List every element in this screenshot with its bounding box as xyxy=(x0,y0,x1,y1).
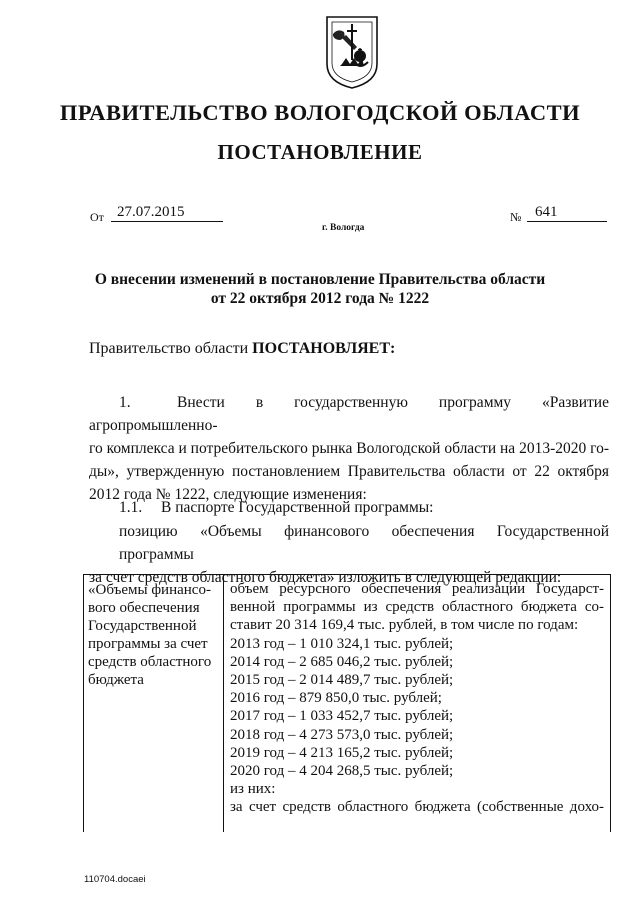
position-line-1: позицию «Объемы финансового обеспечения Государственной программы xyxy=(119,523,609,563)
footer-filename: 110704.docaei xyxy=(84,874,146,885)
left-cell-line: Государственной xyxy=(88,618,197,634)
right-intro-line: объем ресурсного обеспечения реализации Государст- xyxy=(230,581,604,597)
paragraph-1-line-3: ды», утвержденную постановлением Правительства области от 22 октября xyxy=(89,463,609,480)
paragraph-1-line-2: го комплекса и потребительского рынка Вологодской области на 2013-2020 го- xyxy=(89,440,609,457)
left-cell-line: «Объемы финансо- xyxy=(88,582,211,598)
resolves-statement xyxy=(89,340,395,358)
vologda-coat-of-arms-icon xyxy=(324,14,380,90)
position-line-2: за счет средств областного бюджета» изложить в следующей редакции: xyxy=(89,569,562,586)
left-cell-line: программы за счет xyxy=(88,636,208,652)
document-type-title: ПОСТАНОВЛЕНИЕ xyxy=(217,140,423,164)
year-line: 2013 год – 1 010 324,1 тыс. рублей; xyxy=(230,635,454,652)
resolves-prefix: Правительство области xyxy=(89,340,253,357)
document-date: 27.07.2015 xyxy=(111,204,223,222)
regional-budget-line: за счет средств областного бюджета (собственные дохо- xyxy=(230,799,604,816)
table-right-cell xyxy=(224,575,610,822)
paragraph-1-1 xyxy=(89,496,609,519)
resolves-keyword: ПОСТАНОВЛЯЕТ: xyxy=(252,340,396,357)
subject-line-2: от 22 октября 2012 года № 1222 xyxy=(210,290,430,307)
number-label: № xyxy=(510,210,522,224)
date-label: От xyxy=(90,210,104,224)
year-line: 2014 год – 2 685 046,2 тыс. рублей; xyxy=(230,653,454,670)
city-name: г. Вологда xyxy=(322,223,365,233)
paragraph-1 xyxy=(89,391,609,506)
government-title: ПРАВИТЕЛЬСТВО ВОЛОГОДСКОЙ ОБЛАСТИ xyxy=(59,100,581,125)
financing-table xyxy=(83,574,611,832)
year-line: 2020 год – 4 204 268,5 тыс. рублей; xyxy=(230,763,454,780)
left-cell-line: средств областного xyxy=(88,654,212,670)
left-cell-line: бюджета xyxy=(88,672,144,688)
table-left-cell xyxy=(84,575,224,832)
paragraph-1-line-4: 2012 года № 1222, следующие изменения: xyxy=(89,486,367,503)
paragraph-1-1-number: 1.1. xyxy=(119,499,143,516)
year-line: 2016 год – 879 850,0 тыс. рублей; xyxy=(230,690,442,707)
document-number: 641 xyxy=(527,204,607,222)
year-line: 2018 год – 4 273 573,0 тыс. рублей; xyxy=(230,726,454,743)
year-line: 2017 год – 1 033 452,7 тыс. рублей; xyxy=(230,708,454,725)
right-intro-line: ставит 20 314 169,4 тыс. рублей, в том числе по годам: xyxy=(230,617,579,634)
right-intro-line: венной программы из средств областного бюджета со- xyxy=(230,599,604,616)
year-line: 2019 год – 4 213 165,2 тыс. рублей; xyxy=(230,744,454,761)
subject-line-1: О внесении изменений в постановление Правительства области xyxy=(94,271,546,288)
left-cell-line: вого обеспечения xyxy=(88,600,200,616)
paragraph-1-number: 1. xyxy=(119,394,131,411)
of-them-line: из них: xyxy=(230,781,276,798)
document-subject xyxy=(0,270,640,308)
paragraph-1-1-text: В паспорте Государственной программы: xyxy=(161,499,434,516)
paragraph-1-line-1: 1. Внести в государственную программу «Развитие агропромышленно- xyxy=(89,391,609,437)
year-line: 2015 год – 2 014 489,7 тыс. рублей; xyxy=(230,672,454,689)
